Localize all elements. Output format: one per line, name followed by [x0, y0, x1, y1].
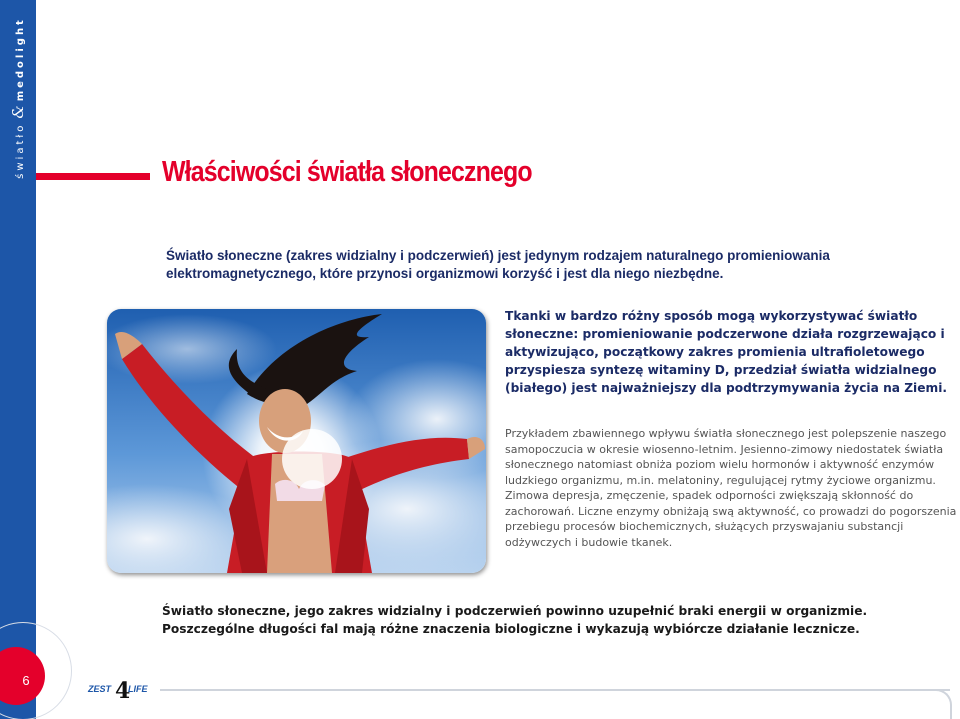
logo-life: LIFE	[128, 684, 148, 694]
logo-four: 4	[115, 678, 131, 704]
intro-paragraph: Światło słoneczne (zakres widzialny i podczerwień) jest jedynym rodzajem naturalnego promieniowania elektromagnetycznego, które przynosi organizmowi korzyść i jest dla niego niezbędne.	[166, 248, 830, 281]
logo-zest: ZEST	[88, 684, 112, 694]
sunlight-woman-photo	[107, 309, 486, 573]
brand-word-swiatlo: światło	[15, 122, 26, 179]
page-title: Właściwości światła słonecznego	[162, 156, 532, 188]
brand-word-medolight: medolight	[15, 17, 26, 102]
page-number: 6	[22, 672, 30, 688]
title-accent-bar	[36, 173, 150, 180]
photo-illustration	[107, 309, 486, 573]
seasonal-effects-paragraph: Przykładem zbawiennego wpływu światła słonecznego jest polepszenie naszego samopoczucia w okresie wiosenno-letnim. Jesienno-zimowy niedostatek światła słonecznego natomiast obniża poziom wielu hormonów i aktywność enzymów ludzkiego organizmu, m.in. melatoniny, regulującej rytmy życiowe organizmu. Zimowa depresja, zmęczenie, spadek odporności zwiększają skłonność do zachorowań. Liczne enzymy obniżają swą aktywność, co prowadzi do pogorszenia przebiegu procesów biochemicznych, służących przyswajaniu substancji odżywczych i budowie tkanek.	[505, 427, 957, 549]
brand-ampersand: &	[9, 105, 27, 119]
sidebar	[0, 0, 36, 719]
zest4life-logo	[88, 680, 158, 704]
footer-divider	[160, 689, 950, 691]
summary-paragraph: Światło słoneczne, jego zakres widzialny i podczerwień powinno uzupełnić braki energii w organizmie. Poszczególne długości fal mają różne znaczenia biologiczne i wykazują wybiórcze działanie lecznicze.	[162, 604, 868, 636]
tissue-usage-paragraph: Tkanki w bardzo różny sposób mogą wykorzystywać światło słoneczne: promieniowanie podczerwone działa rozgrzewająco i aktywizująco, początkowy zakres promienia ultrafioletowego przyspiesza syntezę witaminy D, przedział światła widzialnego (białego) jest najważniejszy dla podtrzymywania życia na Ziemi.	[505, 309, 947, 395]
sidebar-brand	[9, 17, 27, 179]
footer-corner-curve	[920, 689, 952, 719]
